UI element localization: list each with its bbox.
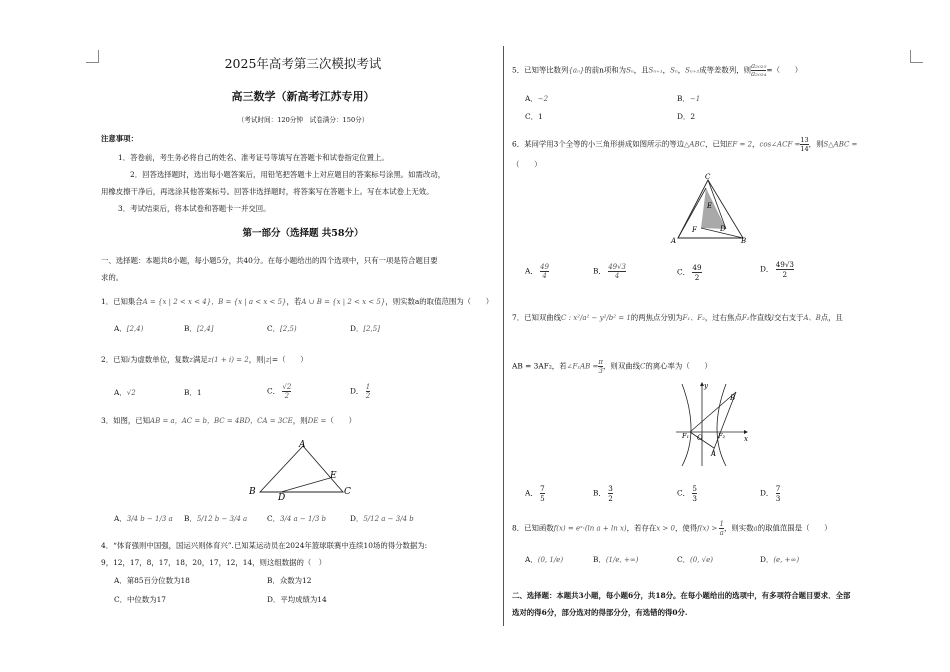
q3-label-a: A — [299, 440, 306, 450]
q7-option-b: B． $\frac{3}{2}$ — [593, 484, 613, 503]
q3-label-d: D — [278, 493, 286, 502]
section1-instruction: 一、选择题：本题共8小题，每小题5分，共40分。在每小题给出的四个选项中，只有一项是符合题目要 — [101, 256, 438, 265]
q6-triangle-figure — [668, 172, 752, 246]
q8-option-b: B．(1/e, +∞) — [593, 555, 639, 564]
q6-option-c: C． $\frac{49}{2}$ — [677, 263, 702, 282]
q7-option-d: D． $\frac{7}{3}$ — [760, 484, 781, 503]
q7-label-f2: F₂ — [718, 432, 726, 440]
q6-option-a: A． $\frac{49}{4}$ — [525, 263, 550, 280]
q3-label-e: E — [330, 471, 337, 481]
q1-option-b: B．[2,4] — [184, 324, 214, 333]
q3-stem: 3．如图，已知AB = a，AC = b，BC = 4BD，CA = 3CE，则DE =（ ） — [101, 416, 356, 425]
q1-option-a: A．[2,4) — [114, 324, 144, 333]
q2-stem: 2．已知i为虚数单位，复数z满足z(1 + i) = 2，则|z|=（ ） — [101, 355, 308, 364]
q5-stem: 5．已知等比数列{aₙ}的前n项和为Sₙ，且Sₙ₊₁，Sₙ，Sₙ₊₂成等差数列，则 $\frac{\text{a₂₀₂₅}}{\text{a₂₀₂₄}}$ =（ ） — [512, 62, 803, 78]
section1-instruction-cont: 求的。 — [101, 273, 124, 282]
notes-heading: 注意事项： — [101, 134, 138, 143]
q8-option-c: C．(0, √e) — [677, 555, 714, 564]
q2-option-b: B．1 — [184, 388, 202, 397]
q1-option-c: C．[2,5) — [267, 324, 297, 333]
column-divider — [503, 46, 504, 626]
q3-label-b: B — [249, 487, 256, 497]
q6-stem: 6．某同学用3个全等的小三角形拼成如图所示的等边△ABC，已知EF = 2，cos∠ACF = $\frac{13}{14}$ ，则S△ABC = — [512, 136, 858, 153]
q4-option-c: C．中位数为17 — [114, 595, 167, 604]
q1-option-d: D．[2,5] — [350, 324, 380, 333]
q6-label-d: D — [720, 225, 726, 233]
q6-stem-cont: （ ） — [512, 160, 542, 169]
exam-title: 2025年高考第三次模拟考试 — [224, 56, 382, 71]
q4-option-d: D．平均成绩为14 — [267, 595, 327, 604]
q2-option-c: C． $\frac{√2}{2}$ — [267, 383, 292, 400]
q6-label-f: F — [692, 226, 697, 234]
q7-label-b: B — [730, 394, 736, 402]
q5-option-a: A．−2 — [525, 94, 549, 103]
q8-stem: 8．已知函数f(x) = eˣ·(ln a + ln x)，若存在x > 0，使得f(x) > $\frac{1}{a}$ ，则实数a的取值范围是（ ） — [512, 520, 832, 537]
q3-triangle-figure — [240, 436, 360, 502]
q3-label-c: C — [344, 487, 351, 497]
q7-label-f1: F₁ — [682, 432, 690, 440]
q6-option-d: D． $\frac{49√3}{2}$ — [760, 260, 794, 279]
crop-mark-left — [86, 50, 99, 63]
q4-option-a: A．第85百分位数为18 — [114, 576, 190, 585]
q4-option-b: B．众数为12 — [267, 576, 312, 585]
note-item-2-cont: 用橡皮擦干净后，再选涂其他答案标号。回答非选择题时，将答案写在答题卡上。写在本试卷上无效。 — [101, 187, 434, 196]
q7-option-c: C． $\frac{5}{3}$ — [677, 484, 697, 503]
q8-option-d: D．(e, +∞) — [760, 555, 800, 564]
q6-label-b: B — [741, 237, 747, 245]
q3-option-d: D．5/12 a − 3/4 b — [350, 514, 414, 523]
q5-option-c: C．1 — [525, 112, 543, 121]
q4-stem-data: 9，12，17，8，17，18，20，17，12，14，则这组数据的（ ） — [101, 558, 327, 567]
note-item-3: 3．考试结束后，将本试卷和答题卡一并交回。 — [118, 204, 271, 213]
q5-option-d: D．2 — [677, 112, 696, 121]
q3-option-b: B．5/12 b − 3/4 a — [184, 514, 248, 523]
q6-option-b: B． $\frac{49√3}{4}$ — [593, 263, 627, 280]
q3-option-a: A．3/4 b − 1/3 a — [114, 514, 173, 523]
q6-label-c: C — [705, 173, 711, 181]
q5-option-b: B．−1 — [677, 94, 701, 103]
q7-label-o: O — [697, 434, 703, 442]
exam-info: （考试时间：120分钟 试卷满分：150分） — [237, 116, 369, 124]
q4-stem: 4．“体育强则中国强，国运兴则体育兴”.已知某运动员在2024年篮球联赛中连续10场的得分数据为: — [101, 541, 428, 550]
q2-option-d: D． $\frac{1}{2}$ — [350, 383, 371, 400]
q6-label-a: A — [671, 237, 677, 245]
q7-label-x: x — [744, 435, 748, 443]
note-item-2: 2．回答选择题时，选出每小题答案后，用铅笔把答题卡上对应题目的答案标号涂黑。如需改动， — [130, 170, 446, 179]
q7-stem: 7．已知双曲线C : x²/a² − y²/b² = 1的两焦点分别为F₁、F₂，过右焦点F₂作直线l交右支于A、B点，且 — [512, 313, 843, 322]
q7-label-a: A — [711, 450, 717, 458]
note-item-1: 1．答卷前，考生务必将自己的姓名、准考证号等填写在答题卡和试卷指定位置上。 — [118, 153, 389, 162]
q2-option-a: A．√2 — [114, 388, 136, 397]
part1-title: 第一部分（选择题 共58分） — [242, 228, 364, 239]
crop-mark-right — [910, 50, 923, 63]
q7-hyperbola-figure — [674, 380, 750, 468]
q6-label-e: E — [707, 202, 713, 210]
q7-label-y: y — [704, 382, 708, 390]
q7-option-a: A． $\frac{7}{5}$ — [525, 484, 545, 503]
q8-option-a: A．(0, 1/e) — [525, 555, 564, 564]
section2-instruction-cont: 选对的得6分，部分选对的得部分分，有选错的得0分. — [512, 608, 688, 617]
section2-instruction: 二、选择题：本题共3小题，每小题6分，共18分。在每小题给出的选项中，有多项符合题目要求．全部 — [512, 591, 851, 600]
exam-subtitle: 高三数学（新高考江苏专用） — [231, 90, 375, 103]
q3-option-c: C．3/4 a − 1/3 b — [267, 514, 326, 523]
q7-stem-cont: AB = 3AF₂，若∠F₁AB = $\frac{\pi}{3}$ ，则双曲线C的离心率为（ ） — [512, 358, 712, 375]
q1-stem: 1．已知集合A = {x | 2 < x < 4}，B = {x | a < x < 5}，若A ∪ B = {x | 2 < x < 5}，则实数a的取值范围为（ ） — [101, 297, 494, 306]
